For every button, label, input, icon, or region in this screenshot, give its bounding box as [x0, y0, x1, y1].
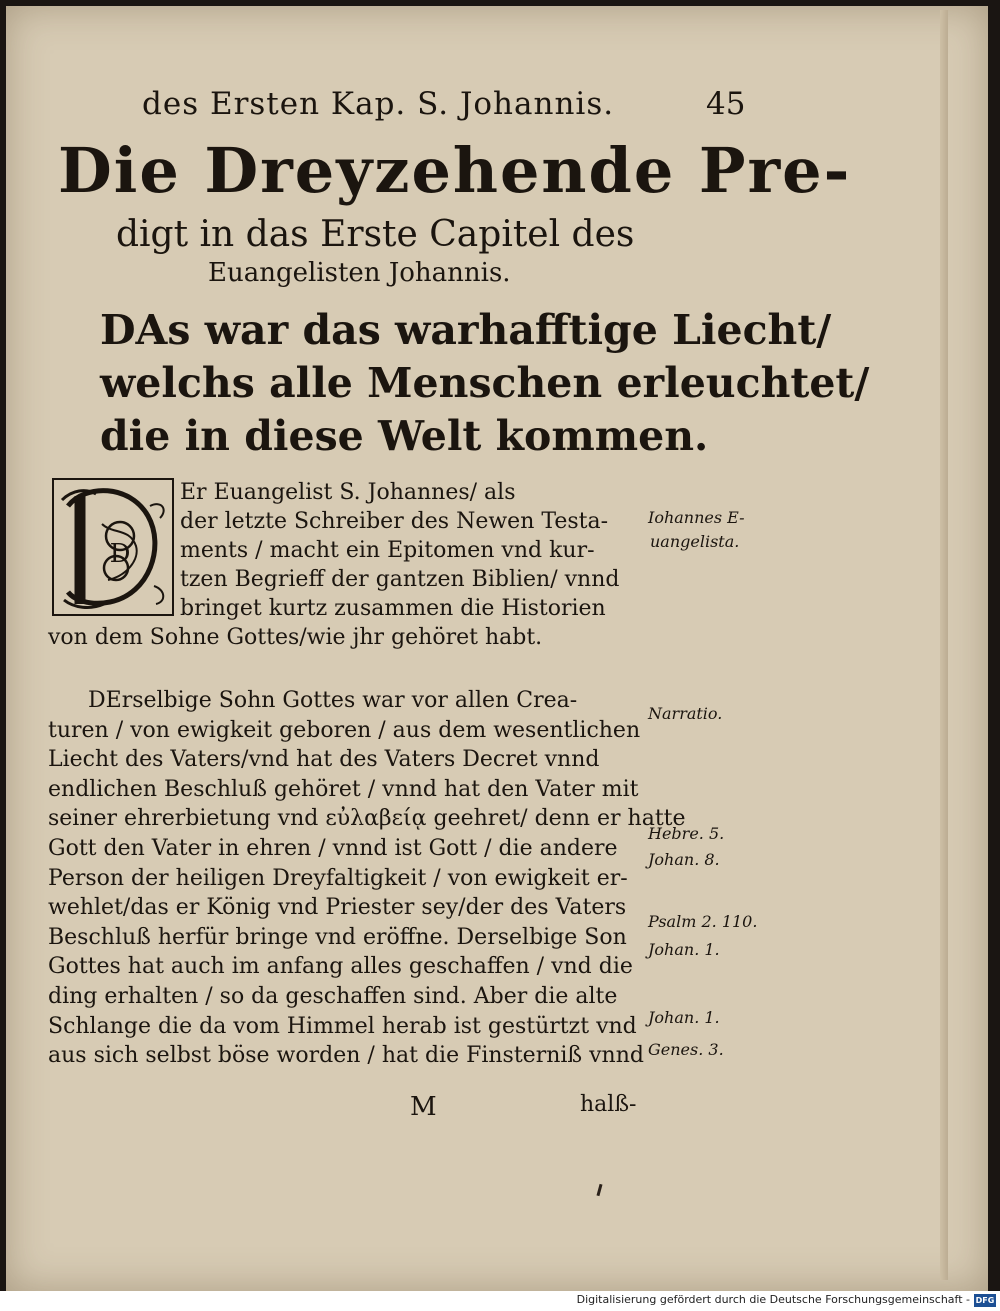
verse-line: DAs war das warhafftige Liecht/: [100, 306, 832, 354]
running-head: des Ersten Kap. S. Johannis.: [142, 86, 615, 122]
text-line: Beschluß herfür bringe vnd eröffne. Derselbige Son: [48, 924, 627, 950]
text-line: turen / von ewigkeit geboren / aus dem wesentlichen: [48, 717, 641, 743]
marginal-note-genes: Genes. 3.: [648, 1040, 724, 1059]
verse-line: welchs alle Menschen erleuchtet/: [100, 359, 870, 407]
page-number: 45: [706, 86, 746, 122]
footer-credit: Digitalisierung gefördert durch die Deutsche Forschungsgemeinschaft -: [576, 1293, 970, 1306]
marginal-note-hebr: Hebre. 5.: [648, 824, 725, 843]
text-line: Gott den Vater in ehren / vnnd ist Gott / die andere: [48, 835, 618, 861]
text-line: der letzte Schreiber des Newen Testa-: [180, 509, 609, 534]
text-line: seiner ehrerbietung vnd εὐλαβείᾳ geehret/ denn er hatte: [48, 806, 686, 832]
text-line: tzen Begrieff der gantzen Biblien/ vnnd: [180, 567, 620, 592]
text-line: ments / macht ein Epitomen vnd kur-: [180, 538, 595, 563]
marginal-note-narratio: Narratio.: [648, 704, 723, 723]
title-line-3: Euangelisten Johannis.: [208, 258, 511, 288]
text-line: ding erhalten / so da geschaffen sind. Aber die alte: [48, 983, 618, 1009]
marginal-note-evangelista: uangelista.: [650, 532, 740, 551]
text-line: bringet kurtz zusammen die Historien: [180, 596, 606, 621]
text-line: wehlet/das er König vnd Priester sey/der des Vaters: [48, 895, 627, 921]
text-line: endlichen Beschluß gehöret / vnnd hat den Vater mit: [48, 776, 639, 802]
page-edge: [940, 10, 948, 1280]
dfg-logo[interactable]: DFG: [975, 1296, 995, 1305]
marginal-note-johan-8: Johan. 8.: [648, 850, 720, 869]
text-line: aus sich selbst böse worden / hat die Finsterniß vnnd: [48, 1043, 644, 1069]
text-line: Er Euangelist S. Johannes/ als: [180, 480, 516, 505]
digitization-footer: [0, 1291, 1000, 1311]
text-line: Schlange die da vom Himmel herab ist gestürtzt vnd: [48, 1013, 637, 1039]
signature-mark: M: [410, 1092, 437, 1122]
text-line: von dem Sohne Gottes/wie jhr gehöret habt.: [48, 625, 543, 650]
marginal-note-psalm: Psalm 2. 110.: [648, 912, 758, 931]
text-line: Person der heiligen Dreyfaltigkeit / von ewigkeit er-: [48, 865, 628, 891]
catchword: halß-: [580, 1092, 637, 1117]
scripture-verse: [100, 304, 870, 463]
marginal-note-johan-1b: Johan. 1.: [648, 1008, 720, 1027]
drop-cap-letter: D: [109, 539, 131, 569]
text-line: Liecht des Vaters/vnd hat des Vaters Decret vnnd: [48, 747, 600, 773]
marginal-note-johannes: Iohannes E-: [648, 508, 745, 527]
paragraph-1: [48, 478, 648, 652]
text-line: Gottes hat auch im anfang alles geschaffen / vnd die: [48, 954, 633, 980]
page-footer-marks: [48, 1092, 648, 1124]
title-line-1: Die Dreyzehende Pre-: [58, 134, 852, 207]
title-line-2: digt in das Erste Capitel des: [116, 214, 635, 255]
text-line: DErselbige Sohn Gottes war vor allen Crea-: [88, 688, 578, 713]
verse-line: die in diese Welt kommen.: [100, 412, 709, 460]
marginal-note-johan-1: Johan. 1.: [648, 940, 720, 959]
